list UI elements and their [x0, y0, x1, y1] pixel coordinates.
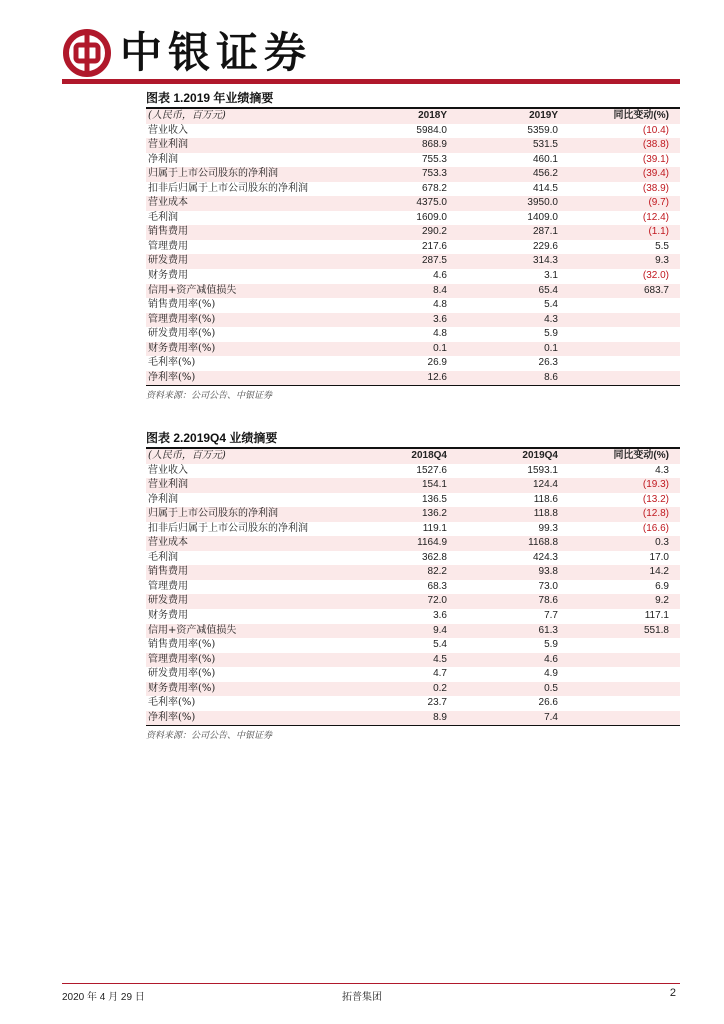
row-yoy-change [558, 711, 680, 726]
row-yoy-change [558, 371, 680, 386]
row-value-current: 5.9 [544, 639, 558, 651]
row-value-prior: 4375.0 [360, 196, 447, 211]
row-label: 管理费用 [148, 240, 188, 252]
row-value-prior: 8.9 [360, 711, 447, 726]
table2-bottom-rule [146, 725, 680, 726]
row-value-current: 414.5 [532, 182, 558, 194]
row-value-prior: 4.5 [360, 653, 447, 668]
row-yoy-change: 5.5 [655, 240, 669, 252]
row-yoy-change: (10.4) [642, 124, 669, 136]
row-value-current: 314.3 [447, 254, 558, 269]
row-yoy-change: (39.4) [558, 167, 680, 182]
row-yoy-change: (19.3) [558, 478, 680, 493]
table-row [146, 182, 680, 197]
row-yoy-change: (38.9) [642, 182, 669, 194]
row-value-current: 26.6 [538, 697, 558, 709]
table2-section [146, 429, 680, 742]
table2-col-2019q4: 2019Q4 [447, 449, 558, 464]
row-value-current: 26.3 [538, 357, 558, 369]
row-value-current: 456.2 [447, 167, 558, 182]
row-value-prior: 290.2 [360, 225, 447, 240]
row-label: 营业成本 [146, 536, 360, 551]
row-value-current: 3950.0 [447, 196, 558, 211]
row-label: 营业收入 [148, 464, 188, 476]
table-row [146, 609, 680, 624]
row-value-prior: 1164.9 [360, 536, 447, 551]
row-yoy-change [558, 667, 680, 682]
table-row [146, 522, 680, 537]
row-value-current: 4.3 [447, 313, 558, 328]
table-row [146, 211, 680, 226]
row-label: 净利润 [148, 493, 178, 505]
row-value-current: 229.6 [532, 240, 558, 252]
row-value-current: 0.1 [447, 342, 558, 357]
row-yoy-change: 117.1 [644, 610, 669, 622]
table2-header-row [146, 449, 680, 464]
header-rule [62, 79, 680, 84]
brand-name: 中银证券 [120, 28, 313, 77]
row-value-prior: 154.1 [360, 478, 447, 493]
row-value-prior: 26.9 [427, 357, 447, 369]
row-label: 扣非后归属于上市公司股东的净利润 [148, 522, 308, 534]
row-value-prior: 362.8 [421, 551, 447, 563]
row-label: 营业利润 [146, 138, 360, 153]
row-label: 毛利率(%) [148, 697, 196, 709]
table1-bottom-rule [146, 385, 680, 386]
table-row [146, 138, 680, 153]
row-label: 净利率(%) [146, 711, 360, 726]
table-row [146, 580, 680, 595]
row-value-prior: 678.2 [421, 182, 447, 194]
row-value-current: 78.6 [447, 594, 558, 609]
row-yoy-change [558, 682, 680, 697]
row-value-prior: 5.4 [433, 639, 447, 651]
row-label: 研发费用 [146, 594, 360, 609]
row-label: 研发费用率(%) [148, 328, 216, 340]
table1-col-yoy: 同比变动(%) [558, 109, 680, 124]
row-value-prior: 5984.0 [416, 124, 447, 136]
row-value-current: 4.9 [544, 668, 558, 680]
row-yoy-change [558, 653, 680, 668]
table-row [146, 696, 680, 711]
row-value-prior: 3.6 [433, 610, 447, 622]
footer-company: 拓普集团 [342, 992, 382, 1003]
row-value-prior: 0.2 [360, 682, 447, 697]
row-value-current: 531.5 [447, 138, 558, 153]
row-yoy-change: 683.7 [558, 284, 680, 299]
row-value-prior: 4.8 [433, 328, 447, 340]
row-value-prior: 217.6 [421, 240, 447, 252]
table-row [146, 313, 680, 328]
row-label: 归属于上市公司股东的净利润 [146, 167, 360, 182]
table-row [146, 478, 680, 493]
table-row [146, 225, 680, 240]
table1-col-2019y: 2019Y [447, 109, 558, 124]
row-value-current: 124.4 [447, 478, 558, 493]
row-value-current: 73.0 [538, 580, 558, 592]
row-value-current: 7.4 [447, 711, 558, 726]
row-yoy-change: 0.3 [558, 536, 680, 551]
row-yoy-change: 14.2 [558, 565, 680, 580]
table-row [146, 551, 680, 566]
row-yoy-change [558, 313, 680, 328]
row-value-prior: 8.4 [360, 284, 447, 299]
row-label: 销售费用率(%) [148, 639, 216, 651]
row-value-prior: 4.8 [433, 299, 447, 311]
row-value-prior: 755.3 [421, 153, 447, 165]
table2-col-label: (人民币，百万元) [146, 449, 360, 464]
row-yoy-change: (12.4) [642, 211, 669, 223]
table-row [146, 298, 680, 313]
row-label: 管理费用 [148, 580, 188, 592]
row-value-prior: 287.5 [360, 254, 447, 269]
table-row [146, 342, 680, 357]
page-number: 2 [669, 987, 676, 999]
table-row [146, 124, 680, 139]
row-yoy-change: (9.7) [558, 196, 680, 211]
table-row [146, 565, 680, 580]
row-label: 销售费用率(%) [148, 299, 216, 311]
row-value-current: 4.6 [447, 653, 558, 668]
row-label: 销售费用 [146, 565, 360, 580]
table-row [146, 507, 680, 522]
row-value-current: 1409.0 [527, 211, 558, 223]
row-value-current: 5.4 [544, 299, 558, 311]
row-value-prior: 136.5 [421, 493, 447, 505]
table-row [146, 638, 680, 653]
row-label: 归属于上市公司股东的净利润 [146, 507, 360, 522]
table-row [146, 624, 680, 639]
row-value-prior: 1609.0 [416, 211, 447, 223]
table-row [146, 371, 680, 386]
row-yoy-change [558, 327, 680, 342]
row-value-current: 93.8 [447, 565, 558, 580]
row-value-current: 118.8 [447, 507, 558, 522]
table-row [146, 711, 680, 726]
table2-source: 资料来源：公司公告、中银证券 [146, 731, 273, 742]
row-label: 财务费用率(%) [146, 342, 360, 357]
row-value-current: 1593.1 [527, 464, 558, 476]
row-value-prior: 82.2 [360, 565, 447, 580]
row-value-current: 65.4 [447, 284, 558, 299]
row-label: 净利率(%) [146, 371, 360, 386]
row-label: 营业利润 [146, 478, 360, 493]
row-value-current: 460.1 [532, 153, 558, 165]
row-value-prior: 1527.6 [416, 464, 447, 476]
table-row [146, 240, 680, 255]
row-yoy-change: 17.0 [649, 551, 669, 563]
row-value-prior: 868.9 [360, 138, 447, 153]
table2-title: 图表 2.2019Q4 业绩摘要 [146, 431, 278, 445]
row-value-prior: 753.3 [360, 167, 447, 182]
table2-col-yoy: 同比变动(%) [558, 449, 680, 464]
table-row [146, 682, 680, 697]
row-label: 财务费用率(%) [146, 682, 360, 697]
row-label: 净利润 [148, 153, 178, 165]
table1-source: 资料来源：公司公告、中银证券 [146, 391, 273, 402]
table-row [146, 284, 680, 299]
row-value-prior: 119.1 [422, 522, 447, 534]
table-row [146, 327, 680, 342]
row-yoy-change [558, 298, 680, 313]
table1-col-2018y: 2018Y [360, 109, 447, 124]
row-value-prior: 72.0 [360, 594, 447, 609]
row-value-prior: 9.4 [360, 624, 447, 639]
row-label: 信用+资产减值损失 [146, 624, 360, 639]
row-value-current: 424.3 [532, 551, 558, 563]
table-row [146, 269, 680, 284]
row-label: 毛利率(%) [148, 357, 196, 369]
row-value-prior: 136.2 [360, 507, 447, 522]
row-yoy-change [558, 356, 680, 371]
bank-of-china-logo-icon [62, 28, 112, 78]
footer-date: 2020 年 4 月 29 日 [62, 992, 145, 1003]
row-value-current: 7.7 [544, 610, 558, 622]
row-value-prior: 3.6 [360, 313, 447, 328]
row-label: 管理费用率(%) [146, 653, 360, 668]
row-label: 信用+资产减值损失 [146, 284, 360, 299]
table-row [146, 167, 680, 182]
table-row [146, 653, 680, 668]
table1-col-label: (人民币，百万元) [146, 109, 360, 124]
table-row [146, 493, 680, 508]
table-row [146, 196, 680, 211]
row-yoy-change [558, 696, 680, 711]
row-yoy-change: (12.8) [558, 507, 680, 522]
table2 [146, 449, 680, 725]
row-value-prior: 4.7 [433, 668, 447, 680]
row-label: 研发费用 [146, 254, 360, 269]
table-row [146, 254, 680, 269]
row-label: 营业成本 [146, 196, 360, 211]
row-yoy-change: 9.3 [558, 254, 680, 269]
row-value-current: 5.9 [544, 328, 558, 340]
table-row [146, 356, 680, 371]
row-label: 管理费用率(%) [146, 313, 360, 328]
row-label: 财务费用 [148, 610, 188, 622]
row-label: 销售费用 [146, 225, 360, 240]
row-value-prior: 23.7 [427, 697, 447, 709]
row-value-current: 99.3 [538, 522, 558, 534]
table1-section [146, 89, 680, 402]
row-yoy-change: (39.1) [642, 153, 669, 165]
row-yoy-change: (32.0) [642, 270, 669, 282]
footer-rule [62, 983, 680, 984]
row-yoy-change [558, 342, 680, 357]
row-label: 扣非后归属于上市公司股东的净利润 [148, 182, 308, 194]
row-value-current: 287.1 [447, 225, 558, 240]
row-label: 毛利润 [148, 551, 178, 563]
row-value-prior: 4.6 [433, 270, 447, 282]
row-value-prior: 0.1 [360, 342, 447, 357]
row-value-current: 3.1 [544, 270, 558, 282]
row-yoy-change: 4.3 [655, 464, 669, 476]
table-row [146, 153, 680, 168]
table-row [146, 464, 680, 479]
table1-title: 图表 1.2019 年业绩摘要 [146, 91, 274, 105]
row-label: 研发费用率(%) [148, 668, 216, 680]
row-yoy-change: 6.9 [655, 580, 669, 592]
row-label: 毛利润 [148, 211, 178, 223]
row-value-current: 118.6 [533, 493, 558, 505]
row-label: 营业收入 [148, 124, 188, 136]
row-yoy-change: (13.2) [642, 493, 669, 505]
row-yoy-change: (1.1) [558, 225, 680, 240]
row-value-current: 5359.0 [527, 124, 558, 136]
row-yoy-change: 9.2 [558, 594, 680, 609]
row-yoy-change [558, 638, 680, 653]
row-label: 财务费用 [148, 270, 188, 282]
table-row [146, 667, 680, 682]
row-yoy-change: (38.8) [558, 138, 680, 153]
row-value-current: 1168.8 [447, 536, 558, 551]
row-value-prior: 68.3 [427, 580, 447, 592]
table-row [146, 536, 680, 551]
table-row [146, 594, 680, 609]
table2-col-2018q4: 2018Q4 [360, 449, 447, 464]
row-value-current: 8.6 [447, 371, 558, 386]
row-yoy-change: 551.8 [558, 624, 680, 639]
row-value-current: 61.3 [447, 624, 558, 639]
row-value-prior: 12.6 [360, 371, 447, 386]
table1-header-row [146, 109, 680, 124]
table1 [146, 109, 680, 385]
row-value-current: 0.5 [447, 682, 558, 697]
row-yoy-change: (16.6) [642, 522, 669, 534]
